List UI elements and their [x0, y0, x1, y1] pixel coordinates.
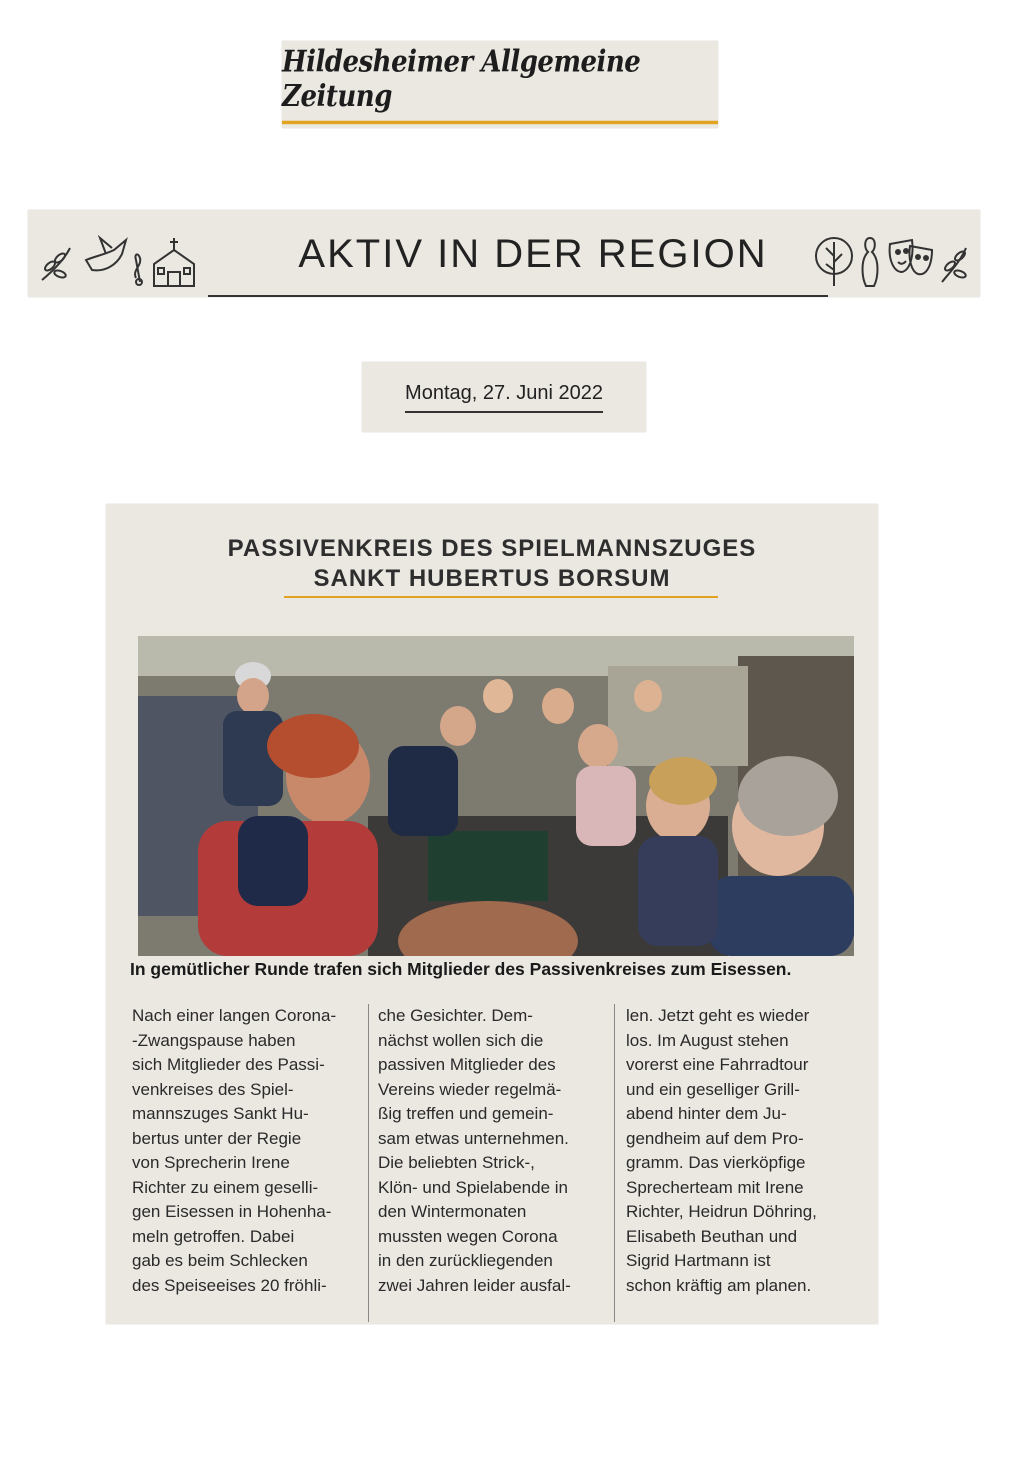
text-line: zwei Jahren leider ausfal-: [378, 1275, 571, 1295]
text-line: gendheim auf dem Pro-: [626, 1128, 804, 1148]
text-line: len. Jetzt geht es wieder: [626, 1006, 810, 1025]
article-column-2: [378, 1004, 608, 1298]
text-line: von Sprecherin Irene: [132, 1153, 290, 1172]
text-line: in den zurückliegenden: [378, 1251, 553, 1270]
text-line: bertus unter der Regie: [132, 1128, 302, 1148]
text-line: Klön- und Spielabende in: [378, 1177, 568, 1197]
text-line: mussten wegen Corona: [378, 1226, 558, 1246]
text-line: abend hinter dem Ju-: [626, 1104, 787, 1123]
region-icons-right: [814, 230, 974, 290]
tree-icon: [816, 238, 852, 286]
text-line: Richter zu einem geselli-: [132, 1177, 319, 1197]
theater-masks-icon: [890, 240, 932, 274]
publication-date: Montag, 27. Juni 2022: [405, 382, 603, 413]
branch-icon: [942, 248, 967, 282]
region-header-clipping: [28, 210, 980, 297]
newspaper-masthead: Hildesheimer Allgemeine Zeitung: [282, 45, 718, 124]
article-headline: [106, 534, 878, 594]
text-line: Nach einer langen Corona-: [132, 1006, 337, 1025]
text-line: Richter, Heidrun Döhring,: [626, 1202, 817, 1221]
article-column-1: [132, 1004, 362, 1298]
article-column-3: [626, 1004, 856, 1298]
text-line: des Speiseeises 20 fröhli-: [132, 1275, 327, 1295]
text-line: nächst wollen sich die: [378, 1030, 544, 1050]
text-line: venkreises des Spiel-: [132, 1079, 294, 1099]
region-icons-left: [36, 230, 206, 290]
article-clipping: [106, 504, 878, 1324]
text-line: che Gesichter. Dem-: [378, 1006, 533, 1025]
text-line: den Wintermonaten: [378, 1202, 527, 1221]
masthead-clipping: [282, 41, 718, 128]
headline-underline: [284, 596, 718, 598]
branch-icon: [42, 248, 70, 280]
headline-line-1: PASSIVENKREIS DES SPIELMANNSZUGES: [227, 535, 757, 562]
bird-icon: [86, 238, 126, 270]
chapel-icon: [154, 238, 194, 286]
date-clipping: [362, 362, 646, 432]
text-line: passiven Mitglieder des: [378, 1055, 556, 1074]
bowling-pin-icon: [863, 238, 878, 286]
text-line: -Zwangspause haben: [132, 1030, 296, 1050]
text-line: gramm. Das vierköpfige: [626, 1153, 806, 1172]
region-underline: [208, 295, 828, 297]
text-line: meln getroffen. Dabei: [132, 1226, 295, 1246]
text-line: schon kräftig am planen.: [626, 1275, 812, 1295]
text-line: sich Mitglieder des Passi-: [132, 1055, 325, 1074]
text-line: ßig treffen und gemein-: [378, 1104, 554, 1123]
region-title: AKTIV IN DER REGION: [298, 232, 768, 276]
text-line: Elisabeth Beuthan und: [626, 1226, 798, 1246]
text-line: sam etwas unternehmen.: [378, 1128, 569, 1148]
article-photo: [138, 636, 854, 956]
column-divider: [368, 1004, 369, 1322]
text-line: vorerst eine Fahrradtour: [626, 1055, 809, 1074]
text-line: Vereins wieder regelmä-: [378, 1079, 562, 1099]
text-line: und ein geselliger Grill-: [626, 1079, 800, 1099]
text-line: gen Eisessen in Hohenha-: [132, 1202, 332, 1221]
music-note-icon: [135, 254, 142, 285]
text-line: los. Im August stehen: [626, 1030, 789, 1050]
text-line: Sprecherteam mit Irene: [626, 1177, 804, 1197]
text-line: mannszuges Sankt Hu-: [132, 1104, 309, 1123]
photo-caption: In gemütlicher Runde trafen sich Mitglieder des Passivenkreises zum Eisessen.: [130, 959, 792, 979]
text-line: Sigrid Hartmann ist: [626, 1251, 771, 1270]
headline-line-2: SANKT HUBERTUS BORSUM: [313, 565, 671, 592]
column-divider: [614, 1004, 615, 1322]
text-line: gab es beim Schlecken: [132, 1251, 308, 1270]
text-line: Die beliebten Strick-,: [378, 1153, 535, 1172]
